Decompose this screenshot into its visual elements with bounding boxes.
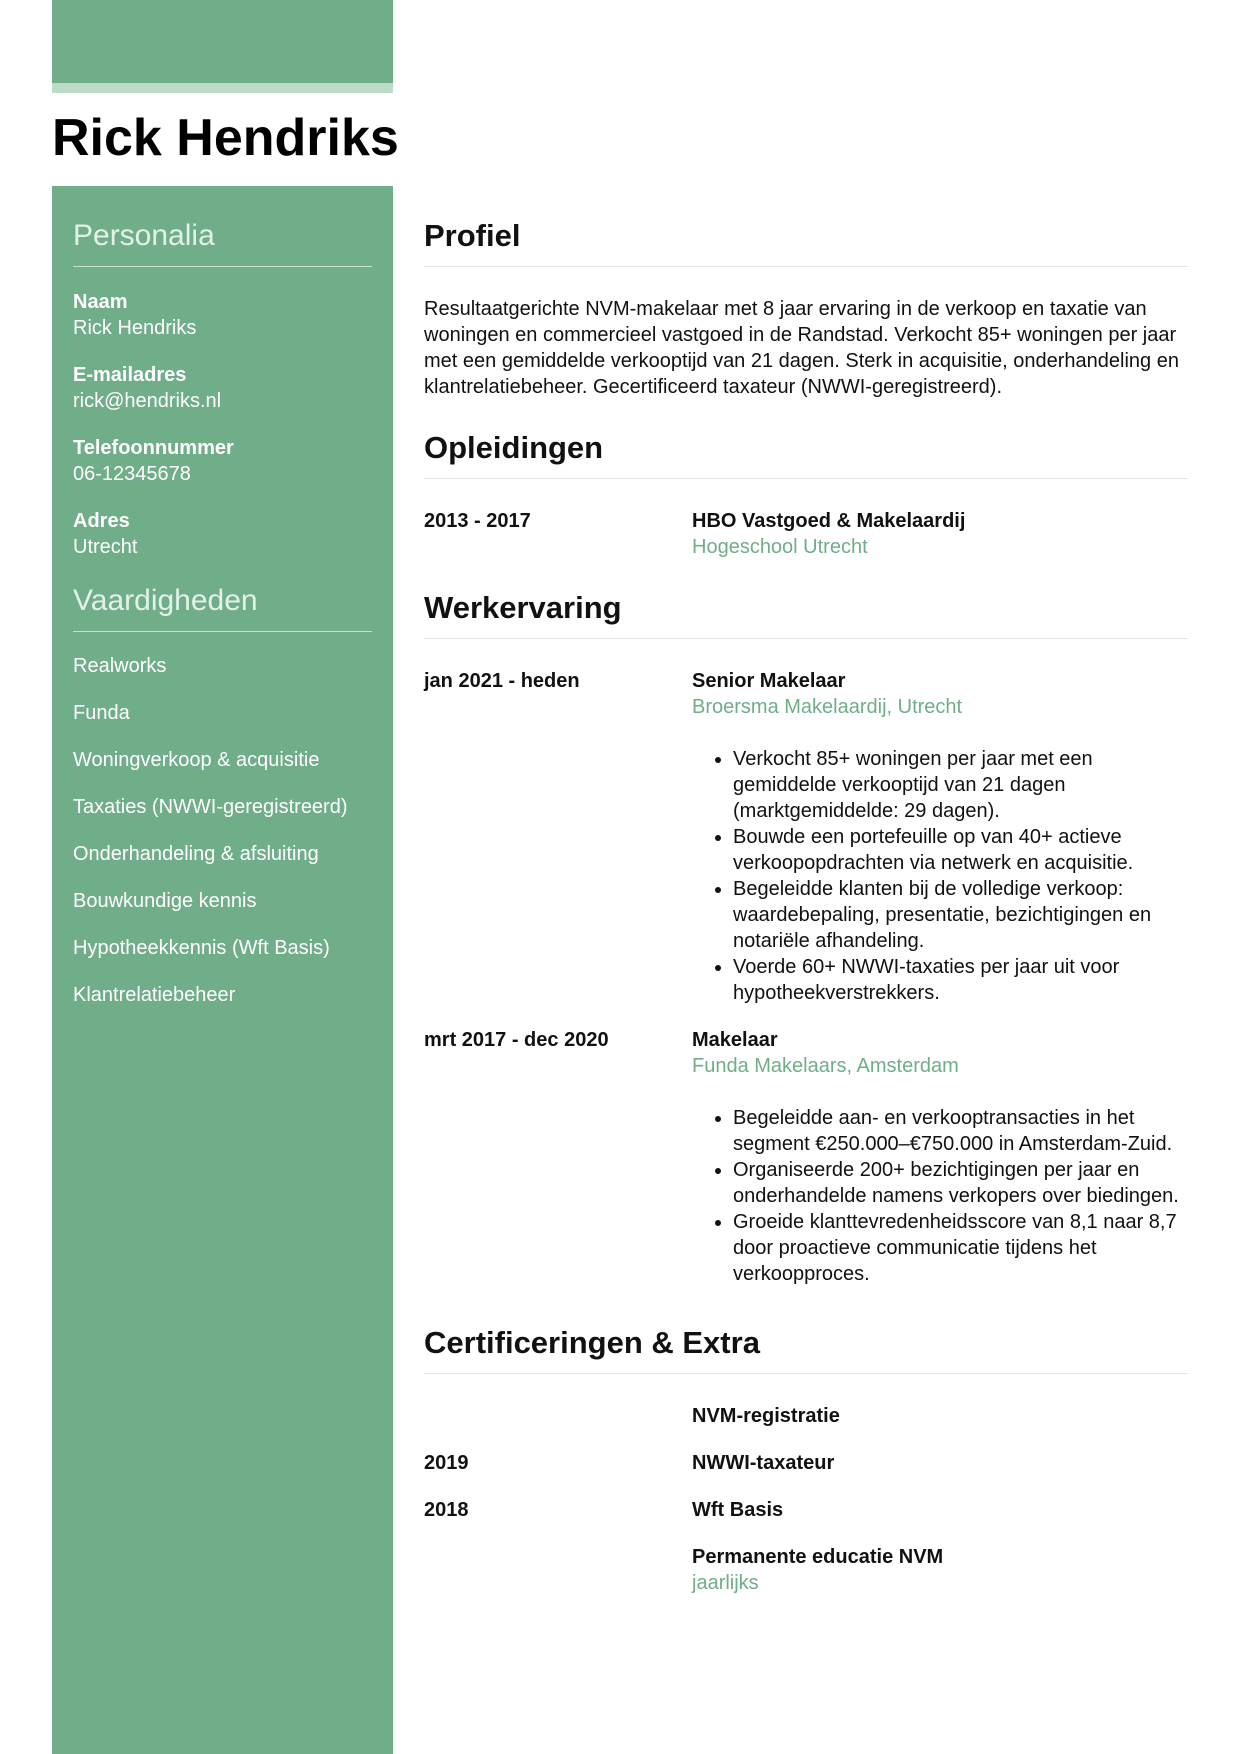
profile-text: Resultaatgerichte NVM-makelaar met 8 jaar ervaring in de verkoop en taxatie van woningen en commercieel vastgoed in de Randstad. Verkocht 85+ woningen per jaar met een gemiddelde verkooptijd van 21 dagen. Sterk in acquisitie, onderhandeling en klantrelatiebeheer. Gecertificeerd taxateur (NWWI-geregistreerd). xyxy=(424,298,1179,398)
entry-subtitle: Hogeschool Utrecht xyxy=(692,536,868,558)
entry-title: HBO Vastgoed & Makelaardij xyxy=(692,510,966,532)
entry-body xyxy=(692,668,1188,1006)
certification-entry xyxy=(424,1450,1188,1476)
skill-item: Onderhandeling & afsluiting xyxy=(73,843,319,865)
experience-entry xyxy=(424,1027,1188,1287)
entry-title: Makelaar xyxy=(692,1029,778,1051)
entry-date xyxy=(424,1403,692,1429)
field-value: rick@hendriks.nl xyxy=(73,390,222,412)
entry-date: 2019 xyxy=(424,1452,469,1474)
section-divider xyxy=(424,638,1188,639)
entry-date: 2013 - 2017 xyxy=(424,510,531,532)
section-title: Opleidingen xyxy=(424,430,604,465)
section-title: Werkervaring xyxy=(424,590,622,625)
field-value: Rick Hendriks xyxy=(73,317,197,339)
sidebar xyxy=(52,186,393,1754)
personal-divider xyxy=(73,266,372,267)
field-phone xyxy=(73,435,372,487)
education-entry xyxy=(424,508,1188,560)
bullet-item: • Verkocht 85+ woningen per jaar met een gemiddelde verkooptijd van 21 dagen (marktgemiddelde: 29 dagen). xyxy=(733,746,1188,824)
bullet-item: • Begeleidde aan- en verkooptransacties in het segment €250.000–€750.000 in Amsterdam-Zuid. xyxy=(733,1105,1188,1157)
bullet-list xyxy=(692,1105,1188,1287)
section-divider xyxy=(424,1373,1188,1374)
certification-entry xyxy=(424,1497,1188,1523)
section-title: Certificeringen & Extra xyxy=(424,1325,760,1360)
entry-title: NWWI-taxateur xyxy=(692,1452,835,1474)
entry-title: Wft Basis xyxy=(692,1499,784,1521)
field-email xyxy=(73,362,372,414)
skill-item: Woningverkoop & acquisitie xyxy=(73,749,320,771)
skill-item: Funda xyxy=(73,702,130,724)
entry-subtitle: Funda Makelaars, Amsterdam xyxy=(692,1055,959,1077)
certification-entry xyxy=(424,1403,1188,1429)
education-section xyxy=(424,429,1188,560)
header-accent-stripe xyxy=(52,83,393,93)
header-accent-bar xyxy=(52,0,393,83)
section-divider xyxy=(424,266,1188,267)
entry-subtitle: jaarlijks xyxy=(692,1572,759,1594)
bullet-item: • Groeide klanttevredenheidsscore van 8,1 naar 8,7 door proactieve communicatie tijdens het verkoopproces. xyxy=(733,1209,1188,1287)
entry-body xyxy=(692,1497,1188,1523)
entry-body xyxy=(692,1544,1188,1596)
bullet-item: • Begeleidde klanten bij de volledige verkoop: waardebepaling, presentatie, bezichtigingen en notariële afhandeling. xyxy=(733,876,1188,954)
entry-date xyxy=(424,1544,692,1596)
candidate-name: Rick Hendriks xyxy=(52,109,399,167)
section-divider xyxy=(424,478,1188,479)
bullet-item: • Bouwde een portefeuille op van 40+ actieve verkoopopdrachten via netwerk en acquisitie. xyxy=(733,824,1188,876)
experience-entry xyxy=(424,668,1188,1006)
skills-divider xyxy=(73,631,372,632)
field-label: E-mailadres xyxy=(73,364,187,386)
field-value: Utrecht xyxy=(73,536,138,558)
skill-item: Hypotheekkennis (Wft Basis) xyxy=(73,937,330,959)
skill-item: Taxaties (NWWI-geregistreerd) xyxy=(73,796,348,818)
entry-title: NVM-registratie xyxy=(692,1405,840,1427)
bullet-item: • Organiseerde 200+ bezichtigingen per jaar en onderhandelde namens verkopers over biedingen. xyxy=(733,1157,1188,1209)
field-label: Adres xyxy=(73,510,130,532)
skills-list xyxy=(73,653,372,1008)
entry-date: jan 2021 - heden xyxy=(424,670,580,692)
field-name xyxy=(73,289,372,341)
entry-body xyxy=(692,1027,1188,1287)
field-label: Naam xyxy=(73,291,128,313)
bullet-list xyxy=(692,746,1188,1006)
skills-heading: Vaardigheden xyxy=(73,584,258,617)
certification-entry xyxy=(424,1544,1188,1596)
certifications-section xyxy=(424,1324,1188,1596)
skill-item: Klantrelatiebeheer xyxy=(73,984,236,1006)
profile-section xyxy=(424,217,1188,400)
entry-subtitle: Broersma Makelaardij, Utrecht xyxy=(692,696,963,718)
entry-body xyxy=(692,1450,1188,1476)
section-title: Profiel xyxy=(424,218,521,253)
field-value: 06-12345678 xyxy=(73,463,191,485)
skill-item: Bouwkundige kennis xyxy=(73,890,257,912)
bullet-item: • Voerde 60+ NWWI-taxaties per jaar uit voor hypotheekverstrekkers. xyxy=(733,954,1188,1006)
entry-title: Senior Makelaar xyxy=(692,670,846,692)
personal-heading: Personalia xyxy=(73,219,215,252)
entry-body xyxy=(692,508,1188,560)
field-label: Telefoonnummer xyxy=(73,437,234,459)
main-content xyxy=(424,186,1188,1596)
experience-section xyxy=(424,589,1188,1287)
entry-body xyxy=(692,1403,1188,1429)
entry-date: 2018 xyxy=(424,1499,469,1521)
field-address xyxy=(73,508,372,560)
personal-fields xyxy=(73,289,372,560)
skill-item: Realworks xyxy=(73,655,167,677)
entry-title: Permanente educatie NVM xyxy=(692,1546,944,1568)
entry-date: mrt 2017 - dec 2020 xyxy=(424,1029,609,1051)
